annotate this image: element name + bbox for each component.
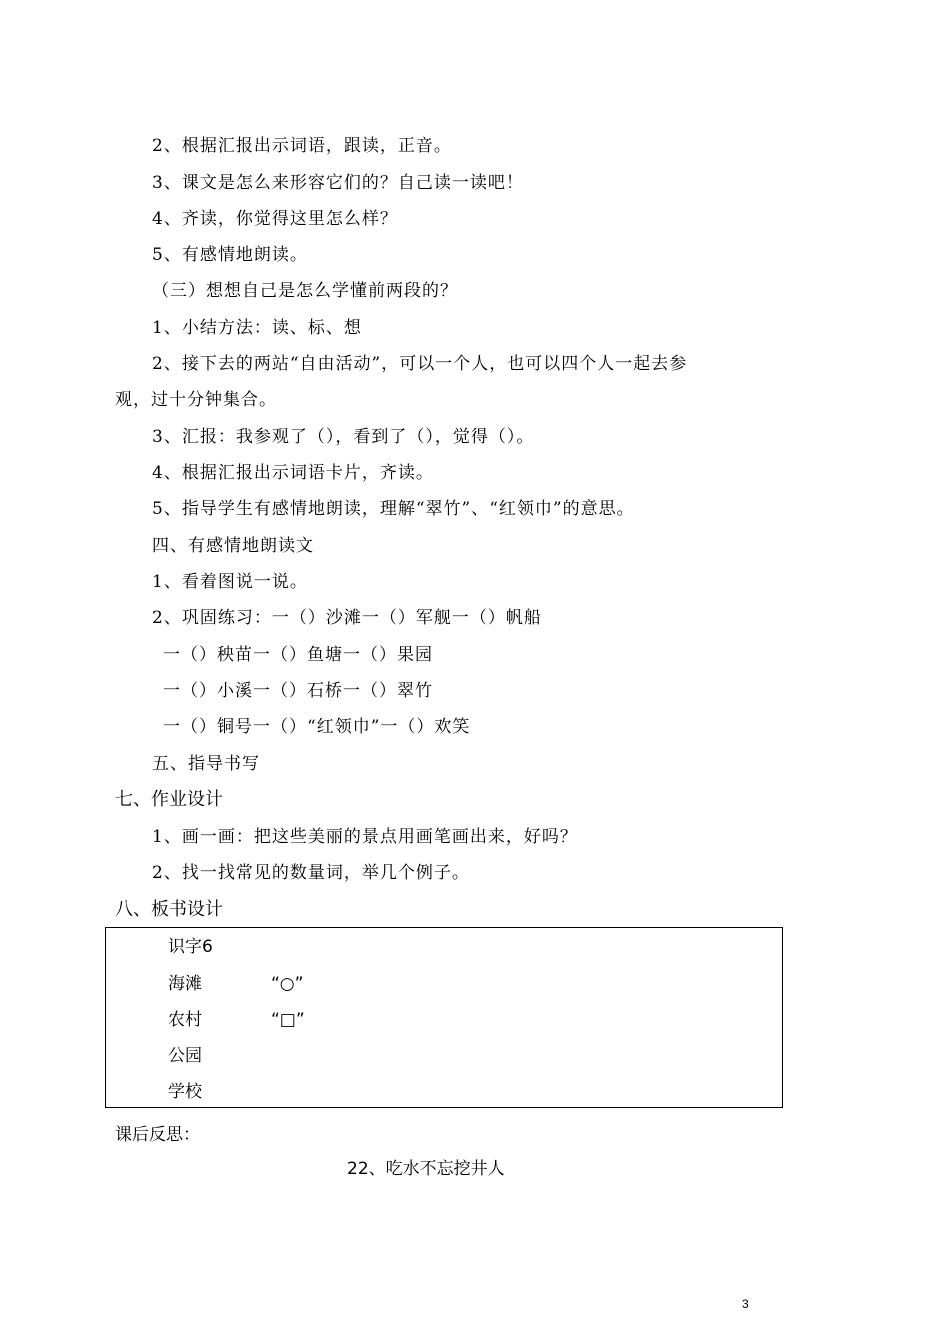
homework-title: 七、作业设计 (115, 789, 223, 810)
circle-symbol: “○” (271, 974, 304, 994)
board-title: 识字6 (168, 937, 213, 957)
homework-item: 2、找一找常见的数量词，举几个例子。 (152, 863, 470, 883)
body-line: 3、课文是怎么来形容它们的？自己读一读吧！ (152, 173, 524, 193)
body-line: 2、根据汇报出示词语，跟读，正音。 (152, 136, 452, 156)
exercise-line: 一（）秧苗一（）鱼塘一（）果园 (163, 645, 433, 665)
body-line: 1、小结方法：读、标、想 (152, 318, 362, 338)
square-symbol: “□” (271, 1010, 305, 1030)
body-line: 4、齐读，你觉得这里怎么样？ (152, 209, 398, 229)
body-line: 2、接下去的两站“自由活动”，可以一个人，也可以四个人一起去参 (152, 354, 688, 374)
board-row-label: 学校 (168, 1082, 202, 1102)
body-line: （三）想想自己是怎么学懂前两段的？ (152, 281, 458, 301)
section-heading: 四、有感情地朗读文 (152, 536, 314, 556)
body-line: 1、看着图说一说。 (152, 572, 308, 592)
page-number: 3 (742, 1297, 749, 1311)
board-row-label: 公园 (168, 1046, 202, 1066)
board-row-label: 海滩 (168, 974, 202, 994)
next-lesson-title: 22、吃水不忘挖井人 (347, 1159, 505, 1179)
board-design-title: 八、板书设计 (115, 899, 223, 920)
body-line: 3、汇报：我参观了（），看到了（），觉得（）。 (152, 427, 535, 447)
homework-item: 1、画一画：把这些美丽的景点用画笔画出来，好吗？ (152, 827, 578, 847)
body-line: 5、指导学生有感情地朗读，理解“翠竹”、“红领巾”的意思。 (152, 499, 635, 519)
reflection-label: 课后反思： (115, 1125, 200, 1145)
board-row-label: 农村 (168, 1010, 202, 1030)
board-design-box (105, 927, 783, 1108)
body-line: 5、有感情地朗读。 (152, 245, 308, 265)
exercise-line: 2、巩固练习：一（）沙滩一（）军舰一（）帆船 (152, 608, 542, 628)
section-heading: 五、指导书写 (152, 754, 260, 774)
exercise-line: 一（）铜号一（）“红领巾”一（）欢笑 (163, 717, 471, 737)
body-line: 观，过十分钟集合。 (115, 390, 277, 410)
body-line: 4、根据汇报出示词语卡片，齐读。 (152, 463, 434, 483)
exercise-line: 一（）小溪一（）石桥一（）翠竹 (163, 681, 433, 701)
